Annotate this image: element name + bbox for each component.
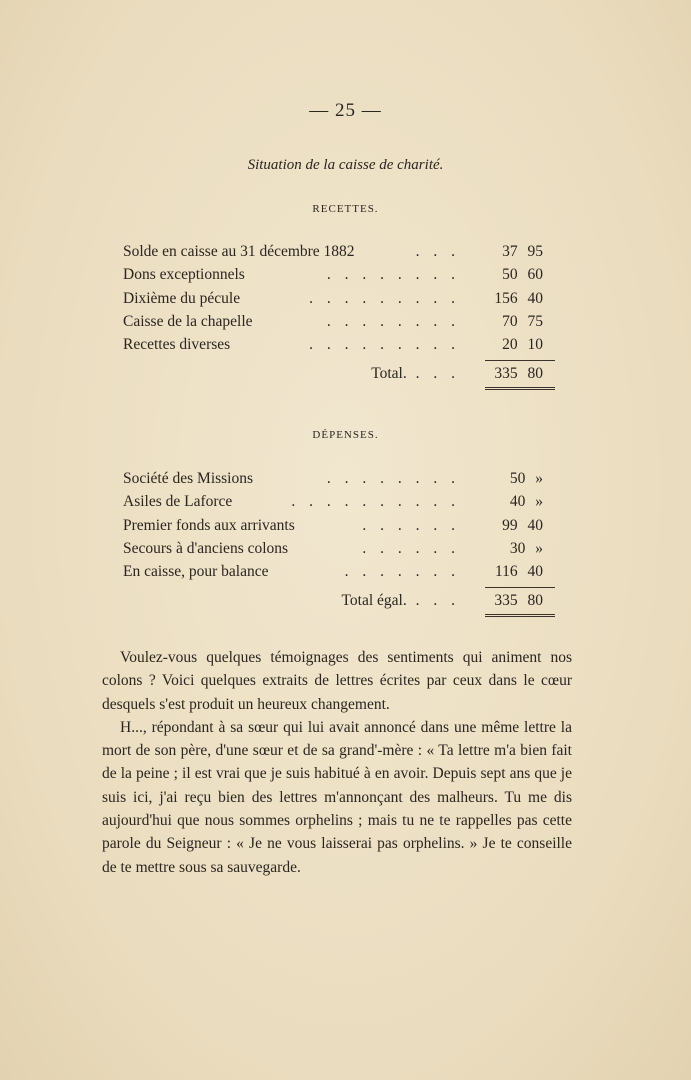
page-number: — 25 —	[309, 100, 382, 121]
row-amount: 116 40	[494, 563, 543, 581]
leader-dots: . . . . . . .	[344, 563, 460, 581]
row-label: En caisse, pour balance	[123, 563, 269, 581]
recettes-row	[123, 240, 555, 263]
recettes-heading: RECETTES.	[312, 203, 379, 215]
paragraph: Voulez-vous quelques témoignages des sentiments qui animent nos colons ? Voici quelques extraits de lettres écrites par ceux dans le cœur desquels s'est produit un heureux changement.	[102, 649, 572, 713]
depenses-row	[123, 467, 555, 490]
recettes-row	[123, 310, 555, 333]
leader-dots: . . . . . . . . .	[309, 336, 460, 354]
depenses-table	[123, 467, 555, 617]
leader-dots: . . . . . .	[362, 516, 460, 534]
row-label: Dons exceptionnels	[123, 266, 245, 284]
recettes-table	[123, 240, 555, 390]
row-amount: 30 »	[509, 539, 543, 557]
depenses-row	[123, 537, 555, 560]
total-label: Total. . . .	[371, 365, 460, 383]
body-text	[102, 646, 572, 879]
depenses-heading: DÉPENSES.	[312, 429, 379, 441]
depenses-total-row	[123, 588, 555, 614]
row-label: Premier fonds aux arrivants	[123, 516, 295, 534]
leader-dots: . . .	[415, 243, 460, 260]
row-amount: 50 »	[509, 470, 543, 487]
paragraph: H..., répondant à sa sœur qui lui avait annoncé dans une même lettre la mort de son père, d'une sœur et de sa grand'-mère : « Ta lettre m'a bien fait de la peine ; il est vrai que je suis habitué à en avoir. Depuis sept ans que je suis ici, j'ai reçu bien des lettres m'annonçant des malheurs. Tu me dis aujourd'hui que nous sommes orphelins ; mais tu ne te rappelles pas cette parole du Seigneur : « Je ne vous laisserai pas orphelins. » Je te conseille de te mettre sous sa sauvegarde.	[102, 718, 572, 876]
row-label: Solde en caisse au 31 décembre 1882	[123, 243, 355, 260]
leader-dots: . . . . . . . .	[326, 470, 460, 487]
recettes-row	[123, 263, 555, 286]
recettes-total-row	[123, 361, 555, 387]
row-label: Caisse de la chapelle	[123, 312, 253, 330]
total-double-rule	[485, 614, 555, 617]
total-amount: 335 80	[494, 592, 543, 610]
row-label: Recettes diverses	[123, 336, 231, 354]
total-label: Total égal. . . .	[341, 592, 460, 610]
total-double-rule	[485, 387, 555, 390]
row-amount: 99 40	[502, 516, 543, 534]
leader-dots: . . . . . . . .	[326, 312, 460, 330]
leader-dots: . . . . . . . .	[326, 266, 460, 284]
row-label: Société des Missions	[123, 470, 254, 487]
section-title: Situation de la caisse de charité.	[247, 157, 444, 173]
row-amount: 156 40	[494, 289, 543, 307]
leader-dots: . . . . . . . . . .	[291, 493, 460, 511]
row-label: Dixième du pécule	[123, 289, 241, 307]
depenses-row	[123, 560, 555, 583]
row-amount: 50 60	[502, 266, 543, 284]
row-label: Asiles de Laforce	[123, 493, 233, 511]
depenses-row	[123, 490, 555, 513]
row-label: Secours à d'anciens colons	[123, 539, 289, 557]
recettes-row	[123, 333, 555, 356]
depenses-row	[123, 514, 555, 537]
row-amount: 37 95	[502, 243, 543, 260]
total-amount: 335 80	[494, 365, 543, 383]
row-amount: 20 10	[502, 336, 543, 354]
row-amount: 70 75	[502, 312, 543, 330]
leader-dots: . . . . . . . . .	[309, 289, 460, 307]
leader-dots: . . . . . .	[362, 539, 460, 557]
recettes-row	[123, 287, 555, 310]
row-amount: 40 »	[509, 493, 543, 511]
